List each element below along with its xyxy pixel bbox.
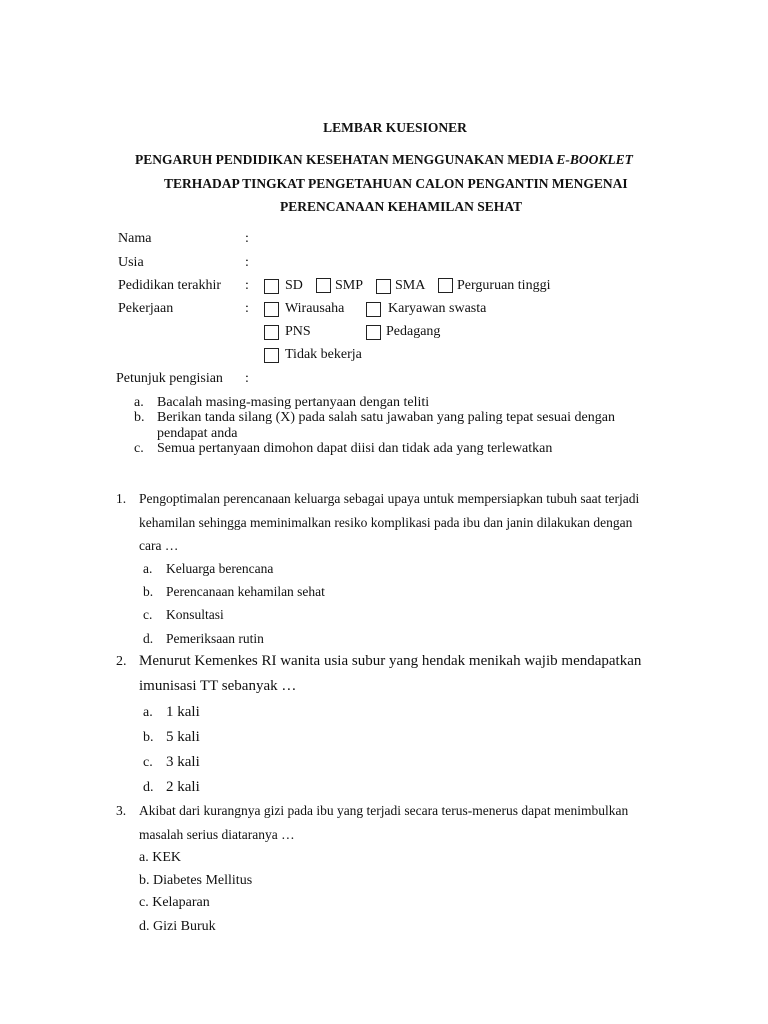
- subtitle-line-2: TERHADAP TINGKAT PENGETAHUAN CALON PENGANTIN MENGENAI: [164, 176, 628, 191]
- answer-option[interactable]: [139, 850, 181, 866]
- option-marker: c.: [143, 755, 153, 770]
- option-marker: b.: [143, 584, 154, 599]
- option-marker: b.: [139, 873, 150, 888]
- option-marker: a.: [139, 850, 149, 865]
- subtitle-line-3: PERENCANAAN KEHAMILAN SEHAT: [280, 199, 523, 214]
- instruction-text-continued: pendapat anda: [157, 426, 238, 441]
- option-text: KEK: [152, 850, 181, 865]
- question-number: 1.: [116, 491, 127, 506]
- option-marker: d.: [143, 780, 154, 795]
- nama-colon: :: [245, 231, 249, 246]
- checkbox-smp[interactable]: [316, 278, 331, 293]
- instruction-marker: a.: [134, 395, 144, 410]
- question-text: masalah serius diataranya …: [139, 827, 295, 842]
- answer-option[interactable]: [139, 873, 252, 889]
- option-wirausaha-label: Wirausaha: [285, 301, 345, 316]
- checkbox-tidak-bekerja[interactable]: [264, 348, 279, 363]
- question-text: imunisasi TT sebanyak …: [139, 678, 297, 694]
- pekerjaan-label: Pekerjaan: [118, 301, 174, 316]
- subtitle-line-1-text: PENGARUH PENDIDIKAN KESEHATAN MENGGUNAKAN MEDIA: [135, 152, 554, 167]
- option-perguruan-tinggi-label: Perguruan tinggi: [457, 278, 551, 293]
- checkbox-pns[interactable]: [264, 325, 279, 340]
- instruction-marker: c.: [134, 441, 144, 456]
- usia-label: Usia: [118, 255, 144, 270]
- option-marker: d.: [139, 919, 150, 934]
- checkbox-karyawan-swasta[interactable]: [366, 302, 381, 317]
- answer-option[interactable]: Keluarga berencana: [166, 561, 274, 576]
- question-text: kehamilan sehingga meminimalkan resiko komplikasi pada ibu dan janin dilakukan dengan: [139, 515, 633, 530]
- question-number: 3.: [116, 803, 127, 818]
- question-text: Menurut Kemenkes RI wanita usia subur yang hendak menikah wajib mendapatkan: [139, 653, 642, 669]
- option-marker: c.: [143, 607, 153, 622]
- subtitle-line-1: [135, 152, 633, 168]
- usia-colon: :: [245, 255, 249, 270]
- petunjuk-colon: :: [245, 371, 249, 386]
- option-marker: b.: [143, 730, 154, 745]
- checkbox-wirausaha[interactable]: [264, 302, 279, 317]
- option-tidak-bekerja-label: Tidak bekerja: [285, 347, 362, 362]
- checkbox-pedagang[interactable]: [366, 325, 381, 340]
- option-pns-label: PNS: [285, 324, 311, 339]
- option-marker: c.: [139, 895, 149, 910]
- option-smp-label: SMP: [335, 278, 364, 293]
- instruction-text: Semua pertanyaan dimohon dapat diisi dan tidak ada yang terlewatkan: [157, 441, 553, 456]
- answer-option[interactable]: Perencanaan kehamilan sehat: [166, 584, 325, 599]
- nama-label: Nama: [118, 231, 152, 246]
- pendidikan-colon: :: [245, 278, 249, 293]
- subtitle-italic-term: E-BOOKLET: [556, 152, 633, 167]
- question-number: 2.: [116, 654, 127, 669]
- answer-option[interactable]: Konsultasi: [166, 607, 224, 622]
- instruction-text: Berikan tanda silang (X) pada salah satu jawaban yang paling tepat sesuai dengan: [157, 410, 615, 425]
- document-title: LEMBAR KUESIONER: [323, 120, 467, 135]
- question-text: Akibat dari kurangnya gizi pada ibu yang terjadi secara terus-menerus dapat menimbulkan: [139, 803, 629, 818]
- answer-option[interactable]: 5 kali: [166, 729, 200, 745]
- option-marker: a.: [143, 705, 153, 720]
- option-text: Gizi Buruk: [153, 919, 216, 934]
- answer-option[interactable]: 3 kali: [166, 754, 200, 770]
- option-text: Kelaparan: [152, 895, 210, 910]
- pekerjaan-colon: :: [245, 301, 249, 316]
- option-pedagang-label: Pedagang: [386, 324, 441, 339]
- checkbox-perguruan-tinggi[interactable]: [438, 278, 453, 293]
- option-karyawan-swasta-label: Karyawan swasta: [388, 301, 487, 316]
- option-marker: a.: [143, 561, 153, 576]
- answer-option[interactable]: [139, 919, 216, 935]
- petunjuk-label: Petunjuk pengisian: [116, 371, 223, 386]
- answer-option[interactable]: 1 kali: [166, 704, 200, 720]
- instruction-marker: b.: [134, 410, 145, 425]
- checkbox-sd[interactable]: [264, 279, 279, 294]
- answer-option[interactable]: Pemeriksaan rutin: [166, 631, 264, 646]
- option-marker: d.: [143, 631, 154, 646]
- option-text: Diabetes Mellitus: [153, 873, 253, 888]
- option-sd-label: SD: [285, 278, 303, 293]
- checkbox-sma[interactable]: [376, 279, 391, 294]
- question-text: cara …: [139, 538, 179, 553]
- instruction-text: Bacalah masing-masing pertanyaan dengan teliti: [157, 395, 430, 410]
- pendidikan-label: Pedidikan terakhir: [118, 278, 222, 293]
- answer-option[interactable]: 2 kali: [166, 779, 200, 795]
- question-text: Pengoptimalan perencanaan keluarga sebagai upaya untuk mempersiapkan tubuh saat terjadi: [139, 491, 640, 506]
- answer-option[interactable]: [139, 895, 210, 911]
- option-sma-label: SMA: [395, 278, 426, 293]
